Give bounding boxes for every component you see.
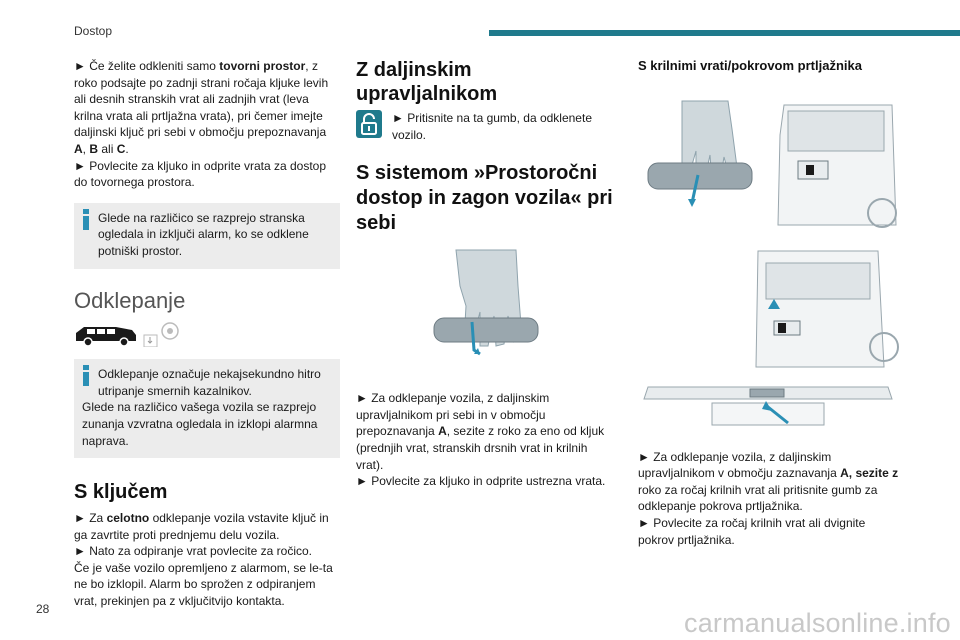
page-section-title: Dostop — [74, 24, 113, 38]
unlock-button-icon — [356, 110, 382, 138]
paragraph-pull-handle: ► Povlecite za kljuko in odprite vrata za dostop do tovornega prostora. — [74, 158, 327, 190]
tailgate-illustration — [638, 247, 900, 437]
column-left — [74, 58, 340, 610]
info-icon — [82, 209, 90, 231]
heading-wing-doors: S krilnimi vrati/pokrovom prtljažnika — [638, 58, 862, 73]
heading-remote: Z daljinskim upravljalnikom — [356, 59, 498, 105]
tailgate-button-icon — [638, 247, 900, 437]
heading-odklepanje: Odklepanje — [74, 287, 186, 313]
remote-unlock-row — [356, 110, 614, 143]
column-right — [638, 58, 900, 548]
watermark: carmanualsonline.info — [684, 608, 951, 638]
hand-door-handle-illustration — [356, 246, 614, 376]
column-middle — [356, 58, 614, 490]
info-icon — [82, 365, 90, 387]
paragraph-pull-lever: ► Nato za odpiranje vrat povlecite za ročico. — [74, 544, 312, 559]
info-note-unlocking: Odklepanje označuje nekajsekundno hitro utripanje smernih kazalnikov. Glede na različico vašega vozila se razprejo zunanja vzvratna ogledala in izklopi alarmna naprava. — [74, 359, 340, 458]
paragraph-lift-tailgate: ► Povlecite za ročaj krilnih vrat ali dvignite pokrov prtljažnika. — [638, 515, 866, 547]
paragraph-alarm: Če je vaše vozilo opremljeno z alarmom, se le-ta ne bo izklopil. Alarm bo sprožen z odpiranjem vrat, prekinjen pa z vključitvijo kontakta. — [74, 560, 333, 609]
hand-handle-icon — [356, 246, 614, 376]
paragraph-key-turn: ► Za celotno odklepanje vozila vstavite ključ in ga zavrtite proti prednjemu delu vozila. — [74, 511, 329, 542]
van-icon — [76, 327, 136, 346]
header-accent-bar — [489, 30, 960, 36]
page-number: 28 — [36, 602, 50, 616]
paragraph-keyless-unlock: ► Za odklepanje vozila, z daljinskim upravljalnikom pri sebi in v območju prepoznavanja A, sezite z roko za eno od kljuk (prednjih vrat, stranskih drsnih vrat in krilnih vrat). — [356, 391, 605, 472]
van-and-key-icons — [74, 321, 184, 347]
wing-door-handle-icon — [638, 95, 900, 235]
info-note-mirrors: Glede na različico se razprejo stranska ogledala in izključi alarm, ko se odklene potniški prostor. — [74, 203, 340, 269]
paragraph-wing-unlock: ► Za odklepanje vozila, z daljinskim upravljalnikom v območju zaznavanja A, sezite z roko za ročaj krilnih vrat ali pritisnite gumb za odklepanje pokrova prtljažnika. — [638, 449, 899, 514]
paragraph-open-door: ► Povlecite za kljuko in odprite ustrezna vrata. — [356, 474, 606, 489]
wing-door-illustration — [638, 95, 900, 235]
vehicle-icons-row — [74, 321, 340, 347]
heading-s-kljucem: S ključem — [74, 481, 168, 504]
paragraph-cargo-unlock: ► Če želite odkleniti samo tovorni prostor, z roko podsajte po zadnji strani ročaja kljuke levih ali desnih stranskih vrat ali zadnjih vrat (leva krilna vrata ali prtljažna vrata), pri čemer imejte daljinski ključ pri sebi v območju prepoznavanja A, B ali C. — [74, 59, 329, 156]
heading-keyless: S sistemom »Prostoročni dostop in zagon vozila« pri sebi — [356, 162, 613, 235]
key-lock-icon — [144, 323, 178, 347]
remote-instruction: ► Pritisnite na ta gumb, da odklenete vozilo. — [392, 111, 592, 142]
